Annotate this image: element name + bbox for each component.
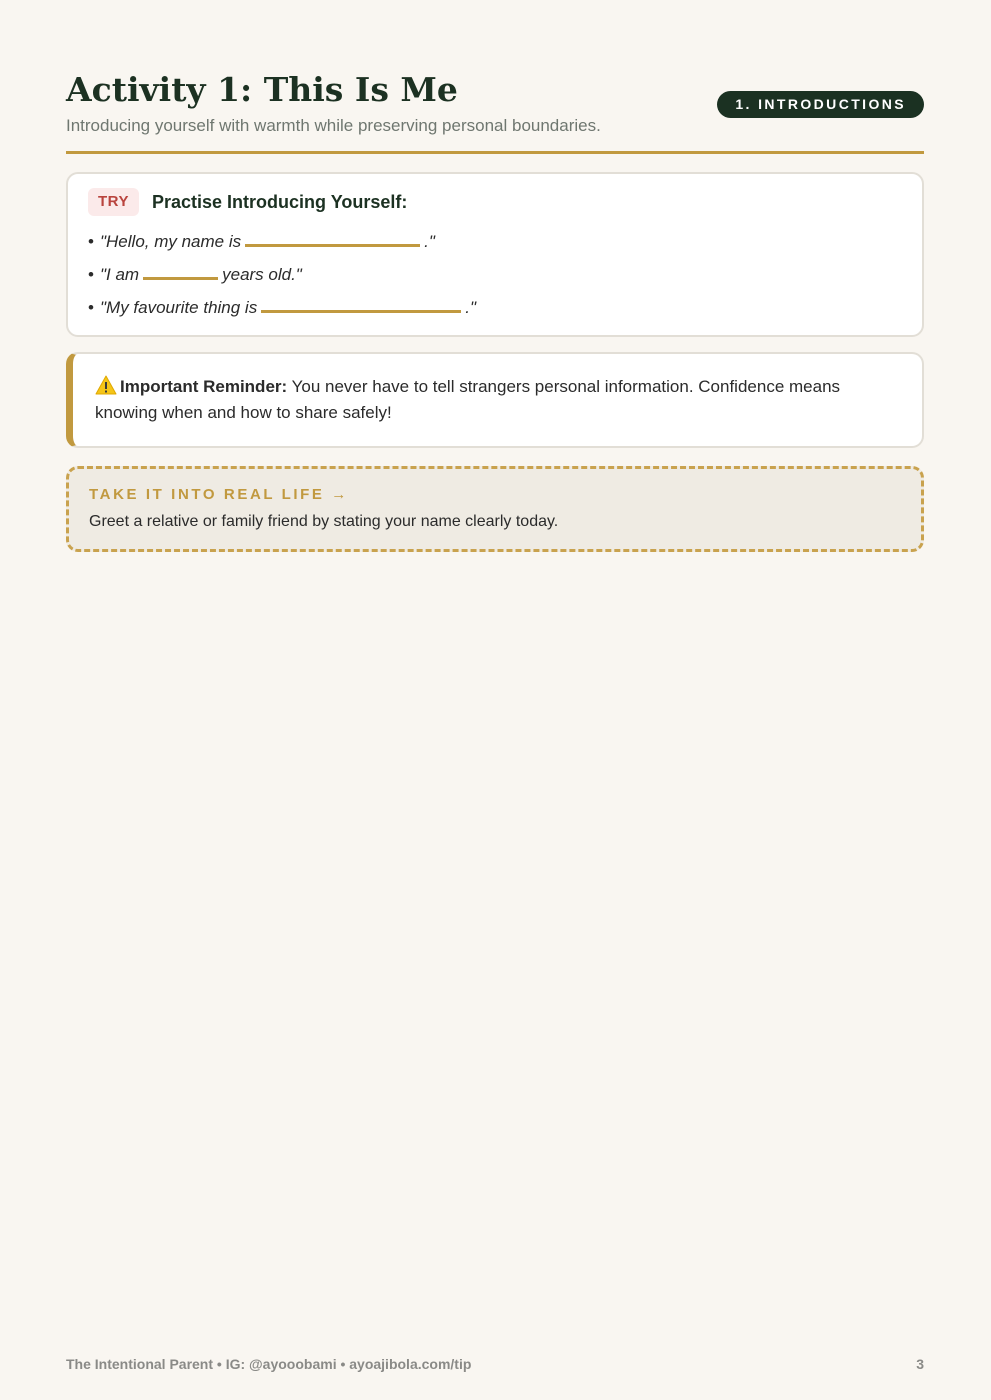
page-title: Activity 1: This Is Me	[66, 70, 458, 109]
prompt-list	[88, 224, 476, 323]
reminder-body: You never have to tell strangers personal information. Confidence means knowing when and how to share safely!	[95, 377, 841, 422]
age-blank[interactable]	[143, 257, 218, 280]
prompt-text: "Hello, my name is	[100, 232, 242, 251]
prompt-text: "My favourite thing is	[100, 298, 258, 317]
footer-credits: The Intentional Parent • IG: @ayooobami • ayoajibola.com/tip	[66, 1356, 472, 1372]
prompt-text-end: ."	[465, 298, 476, 317]
reminder-label: Important Reminder:	[120, 377, 288, 396]
try-title: Practise Introducing Yourself:	[152, 192, 408, 212]
reminder-card	[66, 352, 924, 448]
bullet-icon: •	[88, 298, 94, 317]
bullet-icon: •	[88, 265, 94, 284]
prompt-item-age	[88, 257, 476, 290]
try-badge: TRY	[88, 188, 139, 216]
prompt-text: "I am	[100, 265, 140, 284]
real-life-card	[66, 466, 924, 552]
try-card	[66, 172, 924, 337]
real-life-title: TAKE IT INTO REAL LIFE →	[89, 486, 349, 503]
prompt-text-end: years old."	[222, 265, 302, 284]
prompt-item-favourite	[88, 290, 476, 323]
real-life-text: Greet a relative or family friend by stating your name clearly today.	[89, 513, 559, 530]
prompt-text-end: ."	[424, 232, 435, 251]
reminder-text-block	[95, 374, 885, 426]
prompt-item-name	[88, 224, 476, 257]
favourite-blank[interactable]	[261, 290, 461, 313]
page-header	[66, 66, 924, 154]
page-number: 3	[916, 1356, 924, 1372]
warning-icon	[95, 375, 117, 395]
page-subtitle: Introducing yourself with warmth while preserving personal boundaries.	[66, 116, 601, 135]
name-blank[interactable]	[245, 224, 420, 247]
bullet-icon: •	[88, 232, 94, 251]
section-badge: 1. INTRODUCTIONS	[717, 91, 924, 118]
